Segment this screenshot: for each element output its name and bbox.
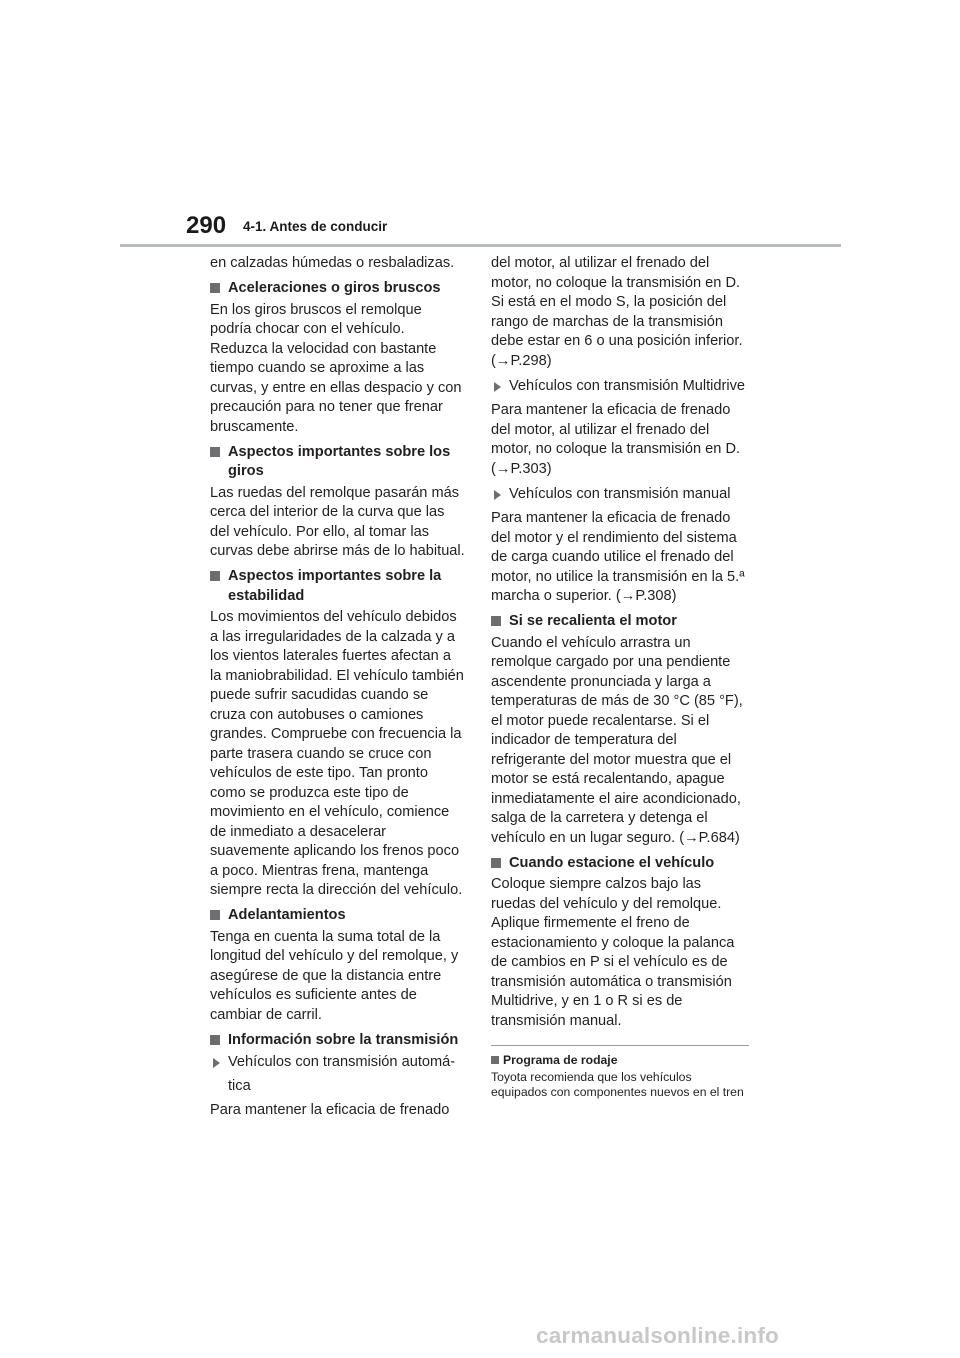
square-bullet-icon	[210, 571, 220, 581]
paragraph: Para mantener la eficacia de frenado del motor, al utilizar el frenado del motor, no coloque la transmisión en D. (→P.303)	[491, 402, 741, 477]
note-divider	[491, 1045, 749, 1046]
paragraph: En los giros bruscos el remolque podría chocar con el vehículo. Reduzca la velocidad con bastante tiempo cuando se aproxime a las curvas, y entre en ellas despacio y con precaución para no tener que frenar bruscamente.	[210, 301, 462, 435]
paragraph: Para mantener la eficacia de frenado del motor y el rendimiento del sistema de carga cuando utilice el frenado del motor, no utilice la transmisión en la 5.ª marcha o superior. (→P.308)	[491, 510, 745, 604]
paragraph: del motor, al utilizar el frenado del motor, no coloque la transmisión en D. Si está en el modo S, la posición del rango de marchas de la transmisión debe estar en 6 o una posición inferior. (→P.298)	[491, 255, 743, 369]
square-bullet-icon	[210, 1035, 220, 1045]
sub-heading	[210, 1053, 466, 1096]
paragraph: Para mantener la eficacia de frenado	[210, 1102, 450, 1118]
page-header	[0, 0, 960, 250]
triangle-bullet-icon	[213, 1058, 220, 1068]
section-heading	[210, 279, 466, 299]
square-bullet-icon	[210, 283, 220, 293]
section-heading	[491, 612, 749, 632]
paragraph: Los movimientos del vehículo debidos a las irregularidades de la calzada y a los vientos laterales fuertes afectan a la maniobrabilidad. El vehículo también puede sufrir sacudidas cuando se cruza con autobuses o camiones grandes. Compruebe con frecuencia la parte trasera cuando se cruce con vehículos de este tipo. Tan pronto como se produzca este tipo de movimiento en el vehículo, comience de inmediato a desacelerar suavemente aplicando los frenos poco a poco. Mientras frena, mantenga siempre recta la dirección del vehículo.	[210, 609, 464, 898]
square-bullet-icon	[210, 910, 220, 920]
section-heading	[491, 854, 749, 874]
section-title: 4-1. Antes de conducir	[243, 219, 388, 234]
triangle-bullet-icon	[494, 490, 501, 500]
page-number: 290	[186, 212, 227, 239]
header-rule	[120, 244, 841, 247]
right-column	[491, 254, 749, 1100]
sub-heading	[491, 485, 749, 505]
section-heading	[210, 567, 466, 606]
square-bullet-icon	[491, 616, 501, 626]
note-body: Toyota recomienda que los vehículos equipados con componentes nuevos en el tren	[491, 1070, 744, 1099]
heading-text: Información sobre la transmisión	[228, 1031, 459, 1048]
section-heading	[210, 906, 466, 926]
sub-heading	[491, 377, 749, 397]
heading-text: Adelantamientos	[228, 907, 346, 923]
paragraph: Tenga en cuenta la suma total de la longitud del vehículo y del remolque, y asegúrese de que la distancia entre vehículos es suficiente antes de cambiar de carril.	[210, 928, 459, 1023]
heading-text: Aceleraciones o giros bruscos	[228, 280, 441, 296]
left-column	[210, 254, 466, 1126]
note-heading	[491, 1052, 749, 1068]
paragraph: Cuando el vehículo arrastra un remolque cargado por una pendiente ascendente pronunciada y larga a temperaturas de más de 30 °C (85 °F), el motor puede recalentarse. Si el indicador de temperatura del refrigerante del motor muestra que el motor se está recalentando, apague inmediatamente el aire acondicionado, salga de la carretera y detenga el vehículo en un lugar seguro. (→P.684)	[491, 634, 743, 846]
paragraph: Las ruedas del remolque pasarán más cerca del interior de la curva que las del vehículo. Por ello, al tomar las curvas debe abrirse más de lo habitual.	[210, 484, 465, 559]
heading-text: Cuando estacione el vehículo	[509, 854, 715, 871]
section-heading	[210, 1031, 466, 1051]
paragraph: Coloque siempre calzos bajo las ruedas del vehículo y del remolque. Aplique firmemente el freno de estacionamiento y coloque la palanca de cambios en P si el vehículo es de transmisión automática o transmisión Multidrive, y en 1 o R si es de transmisión manual.	[491, 876, 735, 1029]
section-heading	[210, 443, 466, 482]
heading-text: Si se recalienta el motor	[509, 613, 677, 629]
square-bullet-icon	[491, 858, 501, 868]
sub-heading-text: Vehículos con transmisión Multidrive	[509, 377, 746, 394]
heading-text: Aspectos importantes sobre la estabilidad	[228, 568, 442, 604]
sub-heading-text: Vehículos con transmisión automá-	[228, 1054, 456, 1070]
note-heading-text: Programa de rodaje	[503, 1053, 618, 1067]
triangle-bullet-icon	[494, 382, 501, 392]
square-bullet-icon	[491, 1056, 499, 1064]
heading-text: Aspectos importantes sobre los giros	[228, 443, 451, 479]
square-bullet-icon	[210, 447, 220, 457]
watermark: carmanualsonline.info	[536, 1323, 779, 1348]
paragraph: en calzadas húmedas o resbaladizas.	[210, 255, 455, 271]
sub-heading-text: Vehículos con transmisión manual	[509, 485, 731, 502]
sub-heading-text-continued: tica	[228, 1077, 251, 1094]
